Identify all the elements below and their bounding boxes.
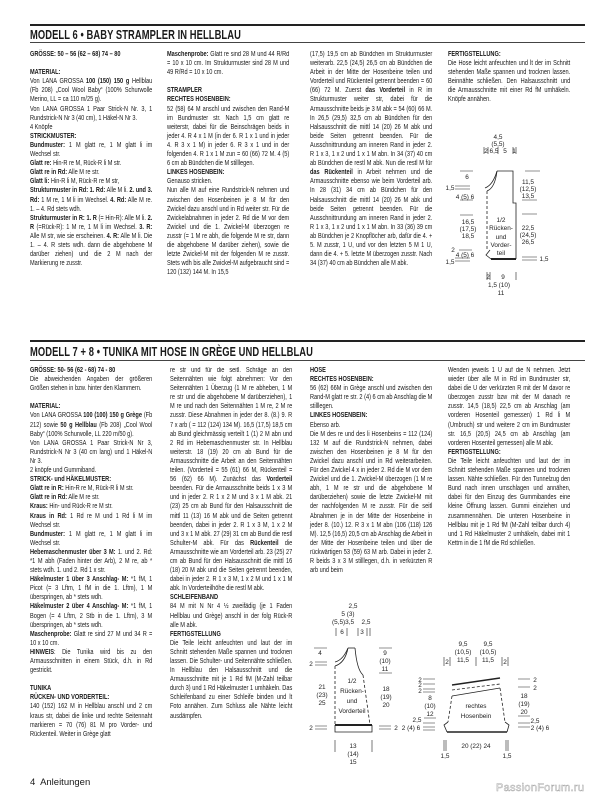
measurement-label: 3 <box>360 629 364 636</box>
measurement-label: 11,5 <box>522 179 534 186</box>
measurement-label: 25 <box>318 700 326 707</box>
measurement-label: 20 (22) 24 <box>461 743 491 750</box>
measurement-label: 1,5 <box>502 753 512 760</box>
bold-text: STRICKMUSTER: <box>30 132 77 140</box>
bold-text: MATERIAL: <box>30 403 61 411</box>
text: 1 Rd re M und 1 Rd li M im Wechsel str. <box>30 512 153 529</box>
text: 4 Knöpfe <box>30 123 53 131</box>
bold-text: RECHTES HOSENBEIN: <box>310 376 374 384</box>
page-number: 4 <box>30 777 36 788</box>
measurement-label: 2 <box>533 677 537 684</box>
text: Alle M re str. <box>67 494 100 502</box>
text: 84 M mit N Nr 4 ½ zweifädig (je 1 Faden Hellblau und Grège) anschl in der folg Rück-R alle M abk. <box>170 603 293 629</box>
text: Hin- und Rück-R re M str. <box>47 503 113 511</box>
measurement-label: 6 <box>340 629 344 636</box>
text: Die Hose leicht anfeuchten und lt der im Schnitt stehenden Maße spannen und trocknen lassen. Beinnähte schließen. Den Halsausschnitt und die Armausschnitte mit einer Rd fM umhäkeln. Knöpfe annähen. <box>448 60 571 104</box>
text: Wenden jeweils 1 U auf die N nehmen. Jetzt wieder über alle M in Rd im Bundmuster str, dabei die U der verkürzten R mit der M davor re überzogen zusstr bzw mit der M danach re zusstr. 14,5 (18,5) 22,5 cm ab Anschlag (am vorderen Hosenteil gemessen) 1 Rd li M (Umbruch) str und weitere 2 cm im Bundmuster str. 16,5 (20,5) 24,5 cm ab Anschlag (am vorderen Hosenteil gemessen) alle M abk. <box>448 367 571 447</box>
measurement-label: 5 (3) <box>341 611 355 618</box>
text: Von LANA GROSSA <box>30 78 86 86</box>
section-1-title: MODELL 6 • BABY STRAMPLER IN HELLBLAU <box>30 28 241 42</box>
text: in R im Strukturmuster weiter str, dabei für die Armausschnitte beids je 3 M abk = 54 (60) 66 M. In 26,5 (29,5) 32,5 cm ab Bündchen für den Halsausschnitt die mittl 14 (20) 26 M abk und beide Seiten getrennt beenden. Für die Ausschnittrundung am inneren Rand in jeder 2. R 1 x 3, 1 x 2 und 1 x 1 M abn. In 34 (37) 40 cm ab Bündchen die restl M abk. Nun die restl M für <box>310 87 433 168</box>
measurement-label: 20 <box>520 709 528 716</box>
measurement-label: 20 <box>382 702 390 709</box>
text: Hin-R re M, Rück-R li M str. <box>63 485 134 493</box>
measurement-label: 6,5 <box>489 148 499 155</box>
bold-text: Glatt re in Rd: <box>30 169 68 177</box>
bold-text: FERTIGSTELLUNG: <box>448 448 501 456</box>
bold-text: Bundmuster: <box>30 530 65 538</box>
text: Die abweichenden Angaben der größeren Größen stehen in bzw. hinter den Klammern. <box>30 376 153 393</box>
bold-text: RÜCKEN- UND VORDERTEIL: <box>30 694 110 702</box>
text: die Armausschnitte wie am Vorderteil arb. 23 (25) 27 cm ab Bund für den Halsausschnitt die mittl 16 (18) 20 M abk und die Seiten getrennt beenden, dabei in jeder 2. R 1 x 3 M, 1 x 2 M und 1 x 1 M abk. In Vorderteilhöhe die restl M abk. <box>170 539 293 593</box>
bold-text: 2. R <box>30 214 153 231</box>
text: Alle M str, wie sie erscheinen. <box>30 232 107 240</box>
text: Alle M re str. <box>67 169 100 177</box>
bold-text: LINKES HOSENBEIN: <box>310 412 368 420</box>
measurement-label: 1,5 <box>539 256 549 263</box>
text: (17,5) 19,5 cm ab Bündchen im Strukturmuster weiterarb. 22,5 (24,5) 26,5 cm ab Bündchen die Arbeit in der Mitte der Hosenbeine teilen und Vorderteil und Rückenteil getrennt beenden = 60 (66) 72 M. Zuerst <box>310 51 433 95</box>
text: 1 M glatt re, 1 M glatt li im Wechsel str. <box>30 530 153 547</box>
measurement-label: 1,5 <box>445 185 455 192</box>
measurement-label: 9 <box>501 274 505 281</box>
text: Ebenso arb. <box>310 421 341 429</box>
text: 1 M re, 1 M li im Wechsel. <box>39 196 111 204</box>
bold-text: Glatt li: <box>30 178 50 186</box>
measurement-label: 4 <box>318 650 322 657</box>
text: (Fb 212) sowie <box>30 412 153 429</box>
measurement-label: 1,5 (10) <box>487 282 511 289</box>
bold-text: 100 (100) 150 g Grège <box>83 412 142 420</box>
bold-text: Kraus: <box>30 503 48 511</box>
bold-text: das Rückenteil <box>310 169 353 177</box>
measurement-label: 2 <box>418 688 422 695</box>
measurement-label: 2 <box>418 682 422 689</box>
measurement-label: und <box>346 698 358 705</box>
text: re str und für die seitl. Schräge an den Seitennähten wie folgt abnehmen: Vor den Seitennähten 1 Überzug (1 M re abheben, 1 M re str und die abgehobene M darüberziehen), 1 M re und nach den Seitennähten 1 M re, 2 M re zusstr. Diese Abnahmen in jeder der 8. (8.) 9. R 7 x arb ( = 112 (124) 134 M). 16,5 (17,5) 18,5 cm ab Bund gleichmässig verteilt 1 (1) 2 M abn und 2 Rd im Hebemaschenmuster str. In Hellblau weiterstr. 18 (19) 20 cm ab Bund für die Armausschnitte die Arbeit an den Seitennähten teilen. (Vorderteil = 55 (61) 66 M, Rückenteil = 56 (62) 66 M). Zunächst das <box>170 367 293 484</box>
bold-text: GRÖSSE: 50 – 56 (62 – 68) 74 – 80 <box>30 51 121 58</box>
measurement-label: (5,5) <box>491 141 505 148</box>
section-2-title: MODELL 7 + 8 • TUNIKA MIT HOSE IN GRÈGE UND HELLBLAU <box>30 345 313 359</box>
text: Nun alle M auf eine Rundstrick-N nehmen und zwischen den Hosenbeinen je 8 M für den Zwickel dazu anschl und in Rd weiter str. Für die Zwickelabnahmen in jeder 2. Rd die M vor dem Zwickel und die 1. Zwickel-M überzogen re zusstr (= 1 M re abh, die folgende M re str, dann die abgehobene M darüber ziehen), sowie die letzte Zwickel-M mit der folgenden M re zusstr. Stets wdh bis alle Zwickel-M aufgebraucht sind = 120 (132) 144 M. In 15,5 <box>167 187 290 277</box>
measurement-label: 11 <box>497 290 505 297</box>
measurement-label: 9,5 <box>458 641 468 648</box>
measurement-label: 2 <box>309 725 313 732</box>
bold-text: FERTIGSTELLUNG <box>170 630 221 638</box>
bold-text: STRAMPLER <box>167 87 202 95</box>
text: Glatt re sind 27 M und 34 R = 10 x 10 cm. <box>30 630 153 647</box>
text: 52 (58) 64 M anschl und zwischen den Rand-M im Bundmuster str. Nach 1,5 cm glatt re weiterstr, dabei für die Beinschrägen beids in jeder 4. R 4 x 1 M (in der 6. R 1 x 1 und in jeder 4. R 3 x 1 M) in jeder 6. R 3 x 1 und in der folgenden 4. R 1 x 1 M zun = 60 (66) 72 M. 4 (5) 6 cm ab Bündchen die M stilllegen. <box>167 105 290 168</box>
bold-text: 100 (150) 150 g <box>85 78 130 86</box>
text: 2 knöpfe und Gummiband. <box>30 467 97 475</box>
measurement-label: 1 <box>512 148 516 155</box>
measurement-label: Rücken- <box>340 688 364 695</box>
text: Glatt re sind 28 M und 44 R/Rd = 10 x 10 cm. Im Strukturmuster sind 28 M und 49 R/Rd = 10 x 10 cm. <box>167 51 290 77</box>
bold-text: MATERIAL: <box>30 69 61 77</box>
measurement-label: 5 <box>503 148 507 155</box>
page-footer <box>30 777 90 788</box>
text: Alle M re. 1. – 4. Rd stets wdh. <box>30 196 153 213</box>
measurement-label: 11 <box>381 666 389 673</box>
text: Die M des re und des li Hosenbeins = 112 (124) 132 M auf die Rundstrick-N nehmen, dabei zwischen den Hosenbeinen je 8 M für den Zwickel dazu anschl und in Rd weiterarbeiten. Für den Zwickel 4 x in jeder 2. Rd die M vor dem Zwickel und die 1. Zwickel-M überzogen (1 M re abh, 1 M re str und die abgehobene M darüberziehen) sowie die letzte Zwickel-M mit der nachfolgenden M re zusstr. Für die seitl Abnahmen je in der Mitte der Hosenbeine in jeder 8. (10.) 12. R 3 x 1 M abn (106 (118) 126 M). 12,5 (16,5) 20,5 cm ab Anschlag die Arbeit in der Mitte der Hosenbeine teilen und über die rückwärtigen 53 (59) 63 M arb. Dabei in jeder 2. R beids 3 x 3 M stilllegen, d.h. in verkürzten R arb und beim <box>310 430 433 575</box>
measurement-label: 6 <box>465 174 469 181</box>
measurement-label: rechtes <box>465 703 487 710</box>
measurement-label: 2,5 <box>348 603 358 610</box>
measurement-label: und <box>495 234 507 241</box>
text: Genauso stricken. <box>167 178 213 186</box>
measurement-label: (23) <box>316 692 328 699</box>
bold-text: Bundmuster: <box>30 141 65 149</box>
text: Von LANA GROSSA 1 Paar Strick-N Nr. 3, 1 Rundstrick-N Nr 3 (40 cm), 1 Häkel-N Nr 3. <box>30 105 153 122</box>
text: beenden. Für die Armausschnitte beids 1 x 3 M und in jeder 2. R 1 x 2 M und 3 x 1 M abk. 21 (23) 25 cm ab Bund für den Halsausschnitt die mittl 11 (13) 16 M abk und die Seiten getrennt beenden, dabei in jeder 2. R 1 x 3 M, 1 x 2 M und 3 x 1 M abk. 27 (29) 31 cm ab Bund die restl Schulter-M abk. Für das <box>170 485 293 547</box>
bold-text: SCHLEIFENBAND <box>170 594 219 602</box>
measurement-label: (10,5) <box>454 649 472 656</box>
measurement-label: Vorderteil <box>338 708 366 715</box>
diagram-strampler-labels <box>446 134 549 297</box>
text: (=Rück-R): 1 M re, 1 M li im Wechsel. <box>34 223 140 231</box>
measurement-label: 2,5 <box>412 717 422 724</box>
text: 56 (62) 66M in Grège anschl und zwischen den Rand-M glatt re str. 2 (4) 6 cm ab Anschlag die M stilllegen. <box>310 385 433 411</box>
measurement-label: 4 (5) 6 <box>455 194 475 201</box>
measurement-label: 4,5 <box>493 134 503 141</box>
measurement-label: 4 (5) 6 <box>455 252 475 259</box>
measurement-label: 15 <box>349 759 357 766</box>
bold-text: STRICK- und HÄKELMUSTER: <box>30 476 112 484</box>
measurement-label: (5,5)3,5 <box>331 619 355 626</box>
bold-text: Glatt re in Rd: <box>30 494 68 502</box>
text: Die Teile leicht anfeuchten und laut der im Schnitt stehenden Maße spannen und trocknen lassen. Die Schulter- und Seitennähte schließen. In Hellblau den Halsausschnitt und die Armausschnitte mit je 1 Rd fM (M-Zahl teilbar durch 3) und 1 Rd Häkelmuster 1 umhäkeln. Das Schleifenband zu einer Schleife binden und lt Foto annähen. Zum Schluss alle Nähte leicht ausdämpfen. <box>170 639 293 720</box>
measurement-label: 2 <box>309 661 313 668</box>
measurement-label: 26,5 <box>521 239 535 246</box>
measurement-label: 2 (4) 6 <box>401 725 421 732</box>
measurement-label: 2 <box>451 247 455 254</box>
measurement-label: 1/2 <box>347 678 357 685</box>
measurement-label: Hosenbein <box>460 713 492 720</box>
bold-text: HOSE <box>310 367 326 374</box>
measurement-label: 8 <box>428 695 432 702</box>
measurement-label: 22,5 <box>521 225 535 232</box>
measurement-label: 13,5 <box>521 193 535 200</box>
measurement-label: 1,5 <box>445 259 455 266</box>
bold-text: das Vorderteil <box>365 87 406 95</box>
measurement-label: 2 <box>533 685 537 692</box>
diagram-strampler <box>455 147 540 280</box>
measurement-label: 12 <box>426 711 434 718</box>
measurement-label: 2 <box>418 677 422 684</box>
text: Von LANA GROSSA 1 Paar Strick-N Nr 3, Rundstrick-N Nr 3 (40 cm lang) und 1 Häkel-N Nr 3. <box>30 439 153 465</box>
measurement-label: (14) <box>347 751 359 758</box>
bold-text: 3. R: <box>139 223 153 231</box>
bold-text: GRÖSSE: 50- 56 (62 - 68) 74 - 80 <box>30 367 116 374</box>
measurement-label: (19) <box>380 694 392 701</box>
bold-text: Strukturmuster in Rd: 1. Rd: <box>30 187 106 195</box>
measurement-label: 18,5 <box>461 233 475 240</box>
bold-text: 4. Rd: <box>110 196 127 204</box>
text: 140 (152) 162 M in Hellblau anschl und 2 cm kraus str, dabei die linke und rechte Seitennaht markieren = 70 (76) 81 M pro Vorder- und Rückenteil. Weiter in Grège glatt <box>30 703 153 738</box>
measurement-label: (10,5) <box>479 649 497 656</box>
measurement-label: (17,5) <box>459 226 477 233</box>
measurement-label: 9 <box>383 650 387 657</box>
measurement-label: Rücken- <box>489 225 513 232</box>
bold-text: Kraus in Rd: <box>30 512 67 520</box>
bold-text: Maschenprobe: <box>30 630 72 638</box>
bold-text: 50 g Hellblau <box>60 421 97 429</box>
text: 1 M glatt re, 1 M glatt li im Wechsel str. <box>30 141 153 159</box>
bold-text: Maschenprobe: <box>167 51 209 58</box>
text: Alle M li. <box>105 187 130 195</box>
measurement-label: (10) <box>379 658 391 665</box>
measurement-label: 11,5 <box>482 657 494 664</box>
measurement-label: 1/2 <box>496 217 506 224</box>
text: (= Hin-R): Alle M li. <box>96 214 148 222</box>
text: Alle M li. Die 1. – 4. R stets wdh. dann die abgehobene M darüber ziehen) und die 2 M nach der Markierung re zusstr. <box>30 232 153 268</box>
bold-text: FERTIGSTELLUNG: <box>448 51 501 58</box>
bold-text: 4. R: <box>106 232 120 240</box>
bold-text: RECHTES HOSENBEIN: <box>167 96 231 104</box>
measurement-label: 2 <box>484 148 488 155</box>
measurement-label: 16,5 <box>461 219 475 226</box>
text: : Die Tunika wird bis zu den Armausschnitten in einem Stück, d.h. in Rd gestrickt. <box>30 648 153 675</box>
text: in Arbeit nehmen und die Armausschnitte ebenso wie beim Vorderteil arb. In 28 (31) 34 cm ab Bündchen für den Halsausschnitt die mittl 14 (20) 26 M abk und beide Seiten getrennt beenden. Für die Ausschnittrundung am inneren Rand in jeder 2. R 1 x 3, 1 x 2 und 1 x 1 M abn. In 33 (36) 39 cm ab Bündchen je 2 Knopflöcher arb, dafür die 4. + 5. M zusstr, 1 U, und vor den letzten 5 M 1 U, dann die 4. + 5. letzte M überzogen zusstr. Nach 34 (37) 40 cm ab Bündchen alle M abk. <box>310 169 433 268</box>
bold-text: Strukturmuster in R: 1. R <box>30 214 97 222</box>
text: Hin-R re M, Rück-R li M str. <box>51 160 122 168</box>
bold-text: TUNIKA <box>30 685 52 693</box>
measurement-label: 2 <box>445 659 449 666</box>
measurement-label: (10) <box>424 703 436 710</box>
bold-text: Glatt re in R: <box>30 485 64 493</box>
measurement-label: (24,5) <box>519 232 537 239</box>
measurement-label: 21 <box>318 684 326 691</box>
measurement-label: 2 <box>503 659 507 666</box>
text: Hin-R li M, Rück-R re M str, <box>49 178 120 186</box>
measurement-label: (19) <box>518 701 530 708</box>
measurement-label: 2 (4) 6 <box>530 725 550 732</box>
text: Die Teile leicht anfeuchten und laut der im Schnitt stehenden Maße spannen und trocknen lassen. Nähte schließen. Für den Tunnelzug den Bund nach innen umschlagen und annähen, dabei für den Einzug des Gummibandes eine kleine Öffnung lassen. Gummi einziehen und zusammennähen. Die unteren Hosenbeine in Hellblau mit je 1 Rd fM (M-Zahl teilbar durch 4) und 1 Rd Häkelmuster 2 umhäkeln, dabei mit 1 Kettm in die 1 fM die Rd schließen. <box>448 457 571 547</box>
measurement-label: 2 <box>486 274 490 281</box>
measurement-label: 2 <box>394 725 398 732</box>
measurement-label: 2,5 <box>361 619 371 626</box>
bold-text: Hebemaschenmuster über 3 M: <box>30 548 116 556</box>
measurement-label: 11,5 <box>457 657 469 664</box>
bold-text: 2. und 3. Rd: <box>30 187 153 204</box>
text: Hellblau (Fb 208) „Cool Wool Baby“ (100% Schurwolle Merino, LL = ca 110 m/25 g). <box>30 78 153 104</box>
measurement-label: 2,5 <box>530 718 540 725</box>
bold-text: LINKES HOSENBEIN: <box>167 169 225 177</box>
bold-text: HINWEIS <box>30 648 55 656</box>
text: 1. und 2. Rd: *1 M abh (Faden hinter der Arb), 2 M re, ab * stets wdh. 1. und 2. Rd 1 x str. <box>30 548 153 575</box>
footer-section-label: Anleitungen <box>40 777 91 788</box>
measurement-label: 13 <box>349 743 357 750</box>
measurement-label: teil <box>496 250 506 257</box>
measurement-label: 9,5 <box>483 641 493 648</box>
measurement-label: (12,5) <box>519 186 537 193</box>
bold-text: Häkelmuster 1 über 3 Anschlag- M: <box>30 576 129 584</box>
bold-text: Rückenteil <box>250 539 279 547</box>
watermark: PassionForum.ru <box>496 782 585 794</box>
measurement-label: Vorder- <box>490 242 512 249</box>
text: Von LANA GROSSA <box>30 412 84 420</box>
measurement-label: 18 <box>520 693 528 700</box>
bold-text: Vorderteil <box>266 476 293 484</box>
text: *1 fM, 1 Bogen (= 4 Lftm, 2 Stb in die 1. Lftm), 3 M überspringen, ab * stets wdh. <box>30 603 153 629</box>
measurement-label: 1,5 <box>440 753 450 760</box>
measurement-label: 18 <box>382 686 390 693</box>
diagram-tunika-labels <box>309 603 398 766</box>
bold-text: Häkelmuster 2 über 4 Anschlag- M: <box>30 603 129 611</box>
text: (Fb 208) „Cool Wool Baby“ (100% Schurwolle, LL 220 m/50 g). <box>30 421 153 438</box>
bold-text: Glatt re: <box>30 160 52 168</box>
text: *1 fM, 1 Picot (= 3 Lftm, 1 fM in die 1. Lftm), 1 M überspringen, ab * stets wdh. <box>30 576 153 602</box>
